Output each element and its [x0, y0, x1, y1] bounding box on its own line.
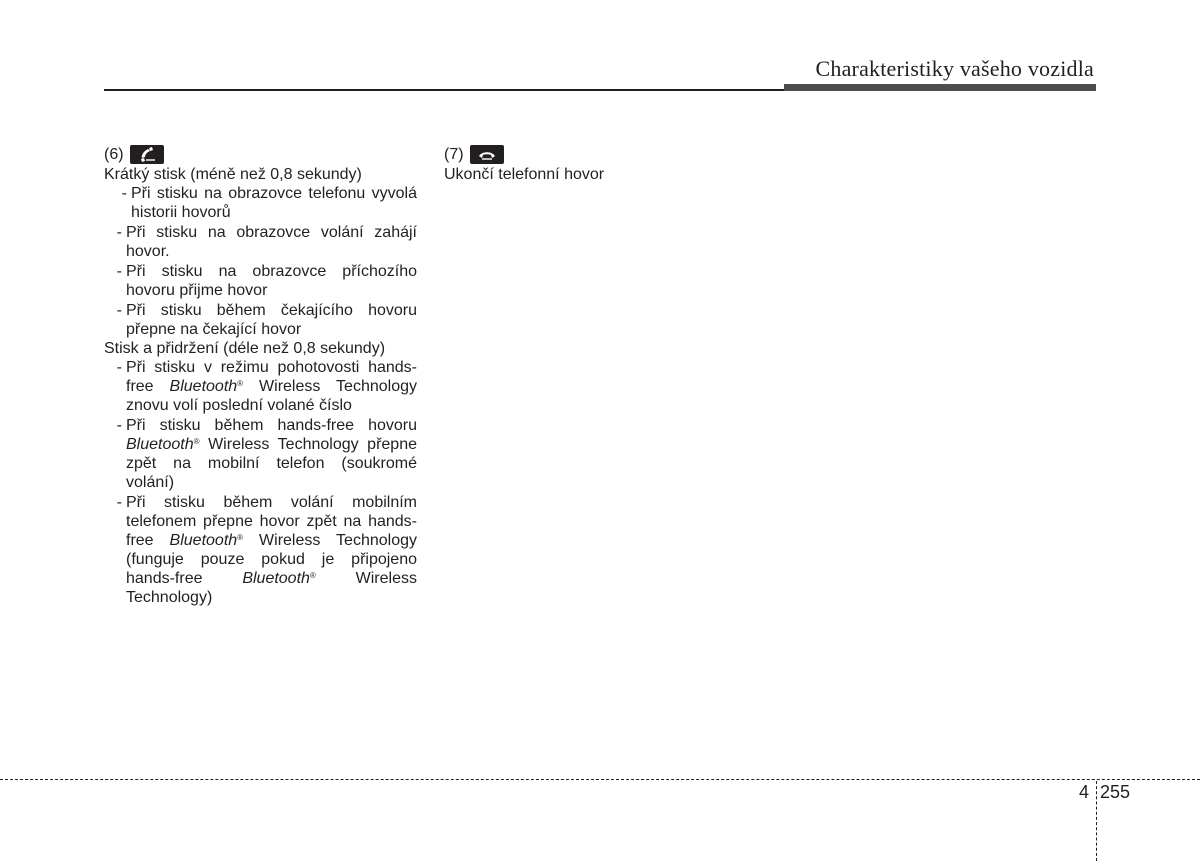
bullet-dash: -: [116, 224, 122, 241]
phone-hangup-icon: [470, 145, 504, 164]
bullet-dash: -: [121, 185, 127, 202]
list-item-text: Při stisku v režimu pohotovosti hands-free Bluetooth® Wireless Technology znovu volí poslední volané číslo: [126, 359, 417, 414]
bullet-dash: -: [116, 417, 122, 434]
bluetooth-brand: Bluetooth: [169, 378, 238, 395]
list-item: [104, 416, 417, 492]
call-button-number: (6): [104, 145, 124, 163]
bullet-dash: -: [116, 494, 122, 511]
list-item-text: Při stisku na obrazovce volání zahájí hovor.: [126, 224, 417, 260]
list-item: [104, 301, 417, 339]
bullet-dash: -: [116, 263, 122, 280]
list-item-text: Při stisku během volání mobilním telefonem přepne hovor zpět na hands-free Bluetooth® Wireless Technology (funguje pouze pokud je připojeno hands-free Bluetooth® Wireless Technology): [126, 494, 417, 606]
footer-dashed-rule: [0, 779, 1200, 780]
end-call-button-number: (7): [444, 145, 464, 163]
list-item: [104, 223, 417, 261]
bluetooth-brand: Bluetooth: [242, 570, 310, 587]
bluetooth-brand: Bluetooth: [126, 436, 194, 453]
header-rule-thin: [104, 89, 784, 91]
end-call-button-row: [444, 143, 764, 165]
list-item: [104, 262, 417, 300]
short-press-heading: Krátký stisk (méně než 0,8 sekundy): [104, 166, 362, 183]
list-item: [104, 184, 417, 222]
list-item-text: Při stisku během čekajícího hovoru přepne na čekající hovor: [126, 302, 417, 338]
page-header-title: Charakteristiky vašeho vozidla: [815, 56, 1094, 81]
list-item-text: Při stisku na obrazovce příchozího hovoru přijme hovor: [126, 263, 417, 299]
call-button-row: [104, 143, 417, 165]
page-number: 255: [1100, 782, 1131, 802]
list-item: [104, 493, 417, 607]
end-call-description: Ukončí telefonní hovor: [444, 166, 605, 183]
long-press-heading: Stisk a přidržení (déle než 0,8 sekundy): [104, 340, 386, 357]
footer-vertical-rule: [1096, 781, 1097, 861]
phone-call-icon: [130, 145, 164, 164]
header-rule-thick: [784, 84, 1096, 91]
list-item-text: Při stisku na obrazovce telefonu vyvolá historii hovorů: [131, 185, 417, 221]
chapter-number: 4: [1079, 782, 1090, 802]
left-column: [104, 143, 417, 607]
bullet-dash: -: [116, 359, 122, 376]
bullet-dash: -: [116, 302, 122, 319]
list-item-text: Při stisku během hands-free hovoru Bluetooth® Wireless Technology přepne zpět na mobilní telefon (soukromé volání): [126, 417, 417, 491]
bluetooth-brand: Bluetooth: [169, 532, 238, 549]
list-item: [104, 358, 417, 415]
right-column: [444, 143, 764, 184]
